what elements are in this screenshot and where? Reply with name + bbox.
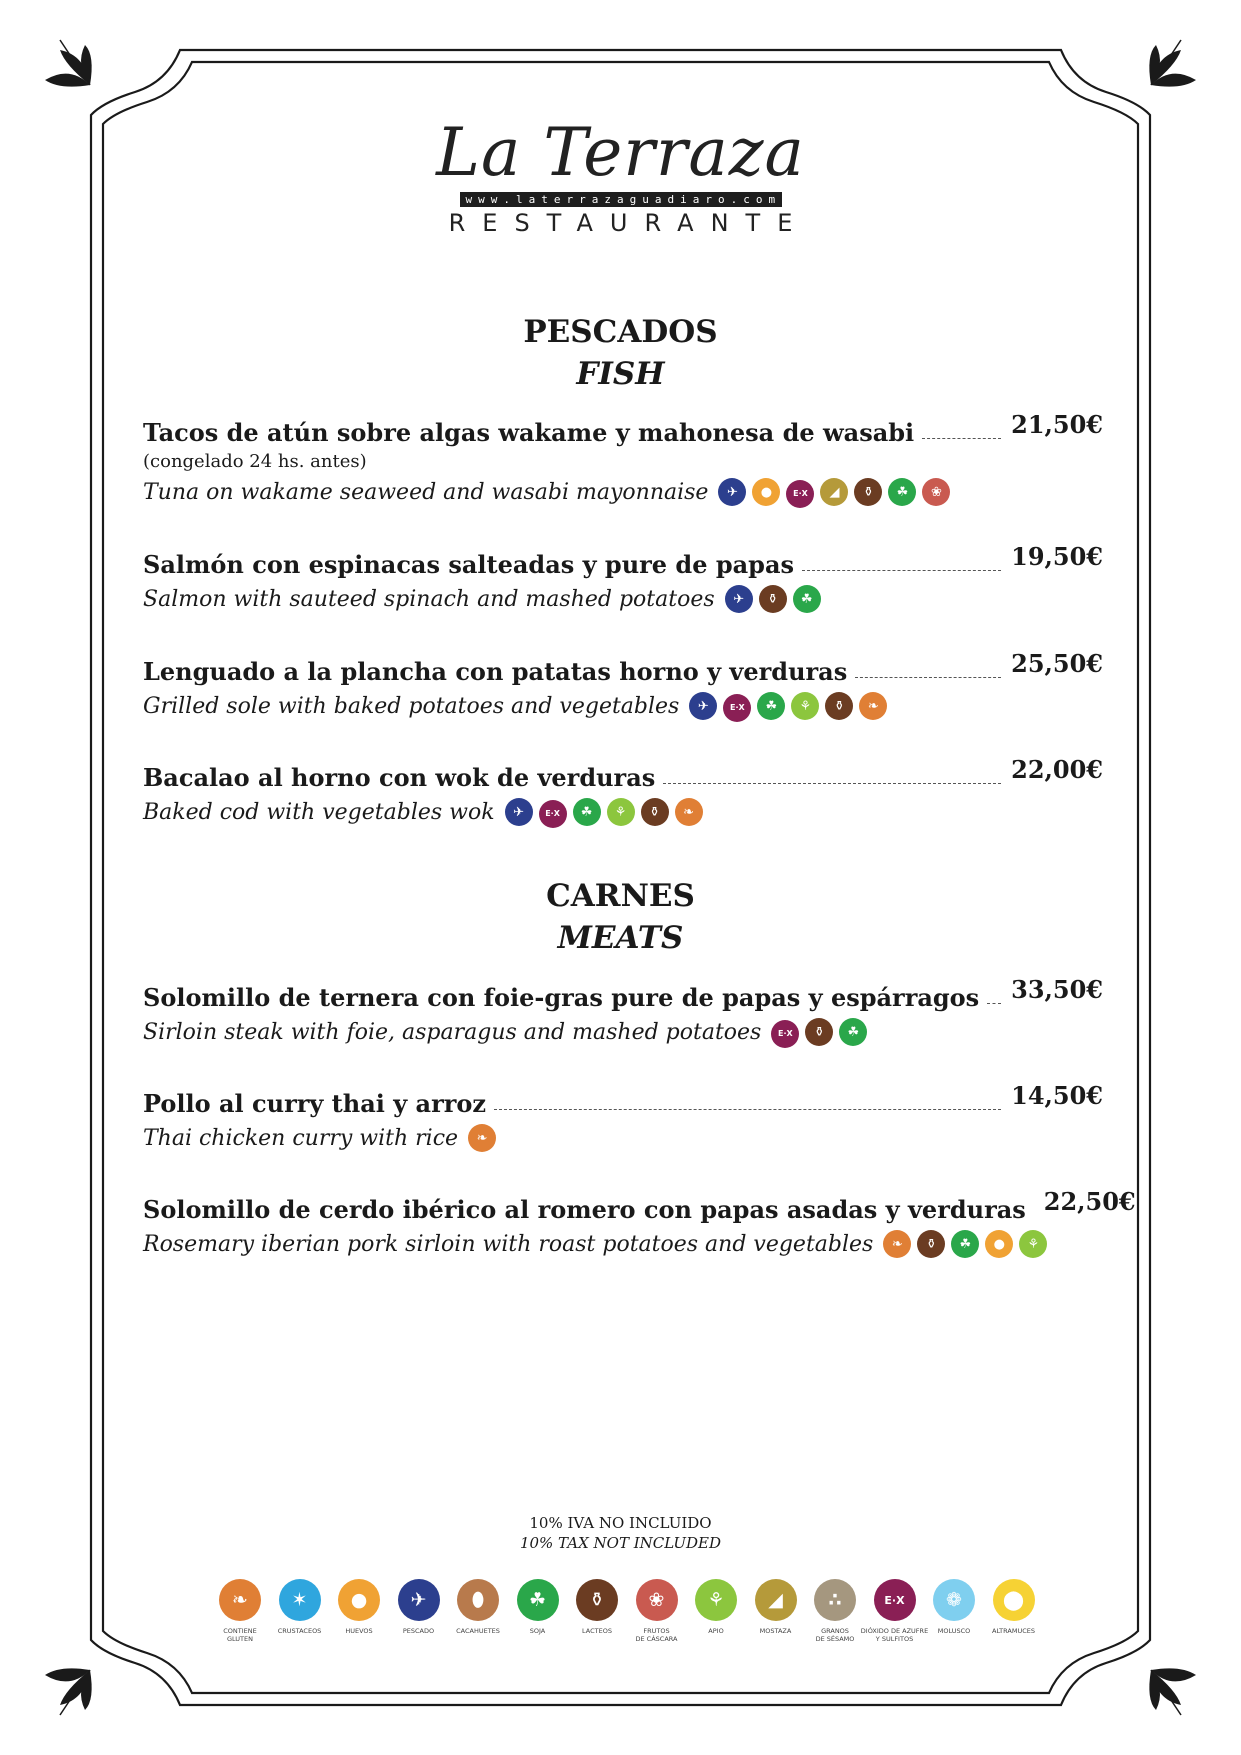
item-description: Grilled sole with baked potatoes and vegetables xyxy=(143,694,680,720)
item-description: Thai chicken curry with rice xyxy=(143,1125,459,1151)
fish-icon: ✈ xyxy=(398,1579,440,1621)
gluten-icon: ❧ xyxy=(859,692,887,720)
fish-icon: ✈ xyxy=(725,585,753,613)
sulphites-icon: E·X xyxy=(771,1020,799,1048)
item-description: Salmon with sauteed spinach and mashed potatoes xyxy=(143,586,715,612)
legend-item xyxy=(979,1579,1049,1635)
legend-label: MOLUSCO xyxy=(937,1627,971,1635)
item-price: 25,50€ xyxy=(1011,649,1103,678)
menu-item xyxy=(143,1081,1103,1152)
price-leader xyxy=(802,570,1001,571)
item-price: 14,50€ xyxy=(1011,1081,1103,1110)
mustard-icon: ◢ xyxy=(755,1579,797,1621)
menu-item xyxy=(143,410,1103,508)
eggs-icon: ● xyxy=(985,1230,1013,1258)
celery-icon: ⚘ xyxy=(791,692,819,720)
lupins-icon: ⬤ xyxy=(993,1579,1035,1621)
tax-note-es: 10% IVA NO INCLUIDO xyxy=(529,1514,712,1532)
legend-label: MOSTAZA xyxy=(759,1627,792,1635)
restaurant-logo xyxy=(0,114,1241,237)
logo-subtitle: RESTAURANTE xyxy=(448,209,810,237)
peanuts-icon: ⬮ xyxy=(457,1579,499,1621)
leaf-ornament-top-right xyxy=(1149,40,1196,87)
sulphites-icon: E·X xyxy=(786,480,814,508)
mustard-icon: ◢ xyxy=(820,478,848,506)
legend-label: FRUTOS DE CÁSCARA xyxy=(635,1627,678,1643)
item-description: Sirloin steak with foie, asparagus and mashed potatoes xyxy=(143,1020,762,1046)
menu-item xyxy=(143,649,1103,722)
section-title-en: FISH xyxy=(576,356,665,392)
allergen-icons xyxy=(689,692,893,722)
menu-item xyxy=(143,755,1103,828)
item-name: Solomillo de cerdo ibérico al romero con papas asadas y verduras xyxy=(143,1195,1026,1224)
tax-note-en: 10% TAX NOT INCLUDED xyxy=(519,1534,722,1552)
celery-icon: ⚘ xyxy=(695,1579,737,1621)
legend-label: PESCADO xyxy=(402,1627,435,1635)
dairy-icon: ⚱ xyxy=(576,1579,618,1621)
gluten-icon: ❧ xyxy=(883,1230,911,1258)
gluten-icon: ❧ xyxy=(675,798,703,826)
price-leader xyxy=(987,1003,1001,1004)
legend-label: SOJA xyxy=(529,1627,546,1635)
soy-icon: ☘ xyxy=(757,692,785,720)
soy-icon: ☘ xyxy=(951,1230,979,1258)
leaf-ornament-top-left xyxy=(45,40,92,87)
price-leader xyxy=(855,677,1001,678)
leaf-ornament-bottom-left xyxy=(45,1668,92,1715)
section-title-es: PESCADOS xyxy=(523,314,718,350)
soy-icon: ☘ xyxy=(839,1018,867,1046)
item-price: 22,50€ xyxy=(1043,1187,1136,1216)
legend-label: CONTIENE GLUTEN xyxy=(223,1627,257,1643)
menu-item xyxy=(143,975,1103,1048)
dairy-icon: ⚱ xyxy=(805,1018,833,1046)
item-name: Lenguado a la plancha con patatas horno y verduras xyxy=(143,657,848,686)
item-note: (congelado 24 hs. antes) xyxy=(143,451,367,472)
soy-icon: ☘ xyxy=(573,798,601,826)
celery-icon: ⚘ xyxy=(607,798,635,826)
gluten-icon: ❧ xyxy=(219,1579,261,1621)
fish-icon: ✈ xyxy=(718,478,746,506)
nuts-icon: ❀ xyxy=(636,1579,678,1621)
allergen-icons xyxy=(468,1124,502,1152)
legend-label: APIO xyxy=(708,1627,724,1635)
allergen-icons xyxy=(505,798,709,828)
menu-item xyxy=(143,542,1103,613)
section-title-en: MEATS xyxy=(557,920,684,956)
dairy-icon: ⚱ xyxy=(641,798,669,826)
menu-item xyxy=(143,1187,1136,1258)
item-name: Solomillo de ternera con foie-gras pure de papas y espárragos xyxy=(143,983,980,1012)
item-name: Pollo al curry thai y arroz xyxy=(143,1089,487,1118)
fish-icon: ✈ xyxy=(505,798,533,826)
celery-icon: ⚘ xyxy=(1019,1230,1047,1258)
fish-icon: ✈ xyxy=(689,692,717,720)
sesame-icon: ∴ xyxy=(814,1579,856,1621)
dairy-icon: ⚱ xyxy=(917,1230,945,1258)
tax-note xyxy=(0,1513,1241,1553)
allergen-icons xyxy=(771,1018,873,1048)
legend-label: DIÓXIDO DE AZUFRE Y SULFITOS xyxy=(860,1627,929,1643)
item-price: 33,50€ xyxy=(1011,975,1103,1004)
leaf-ornament-bottom-right xyxy=(1149,1668,1196,1715)
eggs-icon: ● xyxy=(752,478,780,506)
logo-url: www.laterrazaguadiaro.com xyxy=(460,192,782,207)
allergen-icons xyxy=(883,1230,1053,1258)
soy-icon: ☘ xyxy=(517,1579,559,1621)
dairy-icon: ⚱ xyxy=(854,478,882,506)
legend-label: CRUSTACEOS xyxy=(277,1627,322,1635)
item-price: 19,50€ xyxy=(1011,542,1103,571)
price-leader xyxy=(663,783,1001,784)
section-title-meats xyxy=(0,876,1241,960)
allergen-icons xyxy=(725,585,827,613)
item-description: Tuna on wakame seaweed and wasabi mayonnaise xyxy=(143,480,709,506)
price-leader xyxy=(922,438,1001,439)
section-title-es: CARNES xyxy=(546,878,695,914)
nuts-icon: ❀ xyxy=(922,478,950,506)
legend-label: ALTRAMUCES xyxy=(992,1627,1035,1635)
sulphites-icon: E·X xyxy=(723,694,751,722)
legend-label: CACAHUETES xyxy=(456,1627,500,1635)
molluscs-icon: ❁ xyxy=(933,1579,975,1621)
item-description: Baked cod with vegetables wok xyxy=(143,800,495,826)
legend-label: GRANOS DE SÉSAMO xyxy=(815,1627,855,1643)
item-price: 22,00€ xyxy=(1011,755,1103,784)
item-description: Rosemary iberian pork sirloin with roast potatoes and vegetables xyxy=(143,1231,874,1257)
section-title-fish xyxy=(0,312,1241,396)
item-name: Bacalao al horno con wok de verduras xyxy=(143,763,656,792)
soy-icon: ☘ xyxy=(888,478,916,506)
item-name: Tacos de atún sobre algas wakame y mahonesa de wasabi xyxy=(143,418,915,447)
legend-label: HUEVOS xyxy=(345,1627,373,1635)
price-leader xyxy=(494,1109,1001,1110)
item-price: 21,50€ xyxy=(1011,410,1103,439)
logo-title: La Terraza xyxy=(436,114,805,191)
sulphites-icon: E·X xyxy=(874,1579,916,1621)
eggs-icon: ● xyxy=(338,1579,380,1621)
allergen-icons xyxy=(718,478,956,508)
crustaceans-icon: ✶ xyxy=(279,1579,321,1621)
sulphites-icon: E·X xyxy=(539,800,567,828)
dairy-icon: ⚱ xyxy=(759,585,787,613)
gluten-icon: ❧ xyxy=(468,1124,496,1152)
soy-icon: ☘ xyxy=(793,585,821,613)
dairy-icon: ⚱ xyxy=(825,692,853,720)
legend-label: LACTEOS xyxy=(582,1627,612,1635)
item-name: Salmón con espinacas salteadas y pure de papas xyxy=(143,550,795,579)
